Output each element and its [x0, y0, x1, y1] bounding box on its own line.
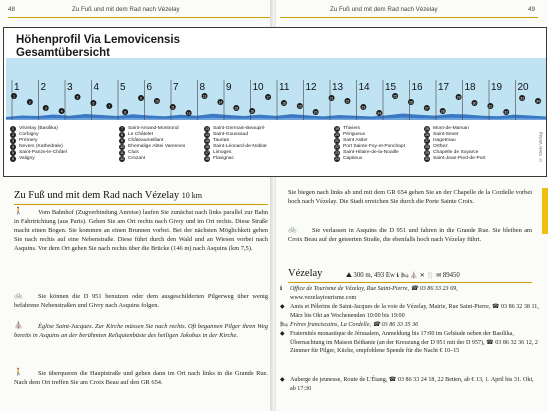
left-running-title: Zu Fuß und mit dem Rad nach Vézelay: [72, 6, 180, 13]
waypoint-number: 8: [124, 110, 127, 115]
legend-number-icon: 6: [10, 156, 16, 162]
town-name: Vézelay: [288, 268, 323, 279]
left-header-rule: [8, 17, 270, 18]
waypoint-number: 33: [520, 96, 524, 101]
section-number-label: 4: [93, 82, 100, 93]
section-number-label: 15: [385, 82, 397, 93]
legend-number-icon: 18: [205, 157, 209, 161]
info-freres: 🛏 Frères franciscains, La Cordelle, ☎ 03 86 33 35 36: [280, 321, 419, 328]
legend-label: Saint Astier: [343, 138, 368, 144]
section-number-label: 9: [226, 82, 232, 93]
section-number-label: 16: [411, 82, 423, 93]
section-number-label: 5: [120, 82, 126, 93]
legend-label: Saint-Léonard-de-Noblat: [213, 144, 267, 150]
legend-col-4: [334, 126, 405, 162]
legend-item: [119, 156, 185, 162]
legend-label: Mont-de-Marsan: [433, 126, 469, 132]
town-rule: [288, 282, 532, 283]
section-number-label: 2: [40, 82, 47, 93]
legend-label: Saint-Hilaire-de-la-Noaille: [343, 150, 399, 156]
section-number-label: 3: [67, 82, 73, 93]
hiker-icon-2: 🚶: [14, 368, 23, 376]
bullet-icon: ◆: [280, 303, 285, 310]
waypoint-number: 22: [345, 99, 350, 104]
section-number-label: 1: [14, 82, 20, 93]
legend-label: Nevers (Kathedrale): [19, 144, 63, 150]
legend-label: Prémery: [19, 138, 38, 144]
waypoint-number: 10: [155, 99, 159, 104]
town-heading: [288, 268, 322, 280]
section-number-label: 7: [173, 82, 179, 93]
legend-number-icon: 13: [205, 127, 209, 131]
waypoint-number: 28: [440, 109, 445, 114]
waypoint-number: 20: [313, 110, 318, 115]
legend-label: Saint-Germain-Beaupré: [213, 126, 265, 132]
section-number-label: 10: [252, 82, 264, 93]
waypoint-number: 27: [425, 106, 429, 111]
waypoint-number: 5: [76, 95, 79, 100]
legend-number-icon: 21: [335, 139, 339, 143]
left-page-number: 48: [8, 6, 15, 13]
legend-label: Orthez: [433, 144, 448, 150]
bicycle-icon: 🚲: [14, 291, 23, 299]
legend-col-1: [10, 126, 67, 162]
legend-number-icon: 16: [205, 145, 209, 149]
waypoint-number: 2: [28, 100, 31, 105]
legend-col-2: [119, 126, 185, 162]
legend-label: Le Châtelet: [128, 132, 154, 138]
legend-label: Thiviers: [343, 126, 361, 132]
bike-paragraph: Sie können die D 951 benutzen oder dem ausgeschilderten Pilgerweg über wenig befahrene Nebenstraßen und Givry nach Asquins folgen.: [14, 293, 268, 310]
town-meta: ⛰ 300 m, 493 Ew ℹ 🛏 ⛪ ✕ 🍴 ✉ 89450: [346, 271, 460, 279]
section-number-label: 6: [146, 82, 153, 93]
legend-label: Flavignac: [213, 156, 234, 162]
bike-paragraph-2: Sie verlassen in Asquins die D 951 und fahren in die Grande Rue. Sie bleiben am Croix Beau auf der geteerten Straße, die ebenfalls hoch nach Vézelay führt.: [288, 227, 532, 244]
section-number-label: 8: [199, 82, 206, 93]
legend-item: [334, 156, 405, 162]
waypoint-number: 34: [536, 99, 540, 104]
bullet-icon-3: ◆: [280, 376, 285, 383]
legend-label: Ehemalige Abtei Varennes: [128, 144, 186, 150]
legend-number-icon: 4: [10, 144, 16, 150]
church-icon: ⛪: [14, 321, 23, 329]
section-number-label: 18: [464, 82, 476, 93]
waypoint-number: 11: [171, 105, 175, 110]
legend-number-icon: 12: [120, 157, 124, 161]
town-postcode: 89450: [442, 272, 460, 279]
waypoint-number: 13: [202, 94, 207, 99]
info-amis: ◆ Amis et Pèlerins de Saint-Jacques de la voie de Vézelay, Mairie, Rue Saint-Pierre, ☎ 03 86 32 38 11, März bis Okt an Wochenenden 10:00 bis 19:00: [280, 303, 539, 319]
info-icon: ℹ: [280, 285, 283, 292]
right-running-title: Zu Fuß und mit dem Rad nach Vézelay: [330, 6, 438, 13]
legend-number-icon: 10: [120, 145, 124, 149]
section-title-rule: [14, 204, 268, 205]
elevation-profile-chart: [3, 27, 547, 177]
waypoint-number: 15: [234, 106, 239, 111]
legend-label: Cluis: [128, 150, 139, 156]
section-number-label: 20: [517, 82, 529, 93]
section-number-label: 14: [358, 82, 370, 93]
legend-label: Chapelle de Soyarce: [433, 150, 479, 156]
info-fraternites: ◆ Fraternités monastique de Jérusalem, Anmeldung bis 17:00 im Gebäude neben der Basilika, Übernachtung im Maison Béthanie (an der Kreuzung der D 951 mit der D 957), ☎ 03 86 32 36 12, 2 Zimmer für Pilger, Küche, empfohlene Spende für die Nacht € 10–15: [280, 330, 538, 355]
walk-paragraph: Vom Bahnhof (Zugverbindung Anreise) laufen Sie zunächst nach links parallel zur Bahn in Fahrtrichtung (aus Paris). Gehen Sie am Ort rechts nach Givry und im Ort rechts. Diese Straße macht einen Bogen. Sie kommen an einen Brunnen vorbei. Bei der nächsten Möglichkeit gehen Sie nach rechts auf eine Nebenstraße. Diese führt durch den Wald und an Wiesen vorbei nach Asquins. Vor dem Ort gehen Sie nach rechts über die Brücke (146 m) nach Asquins (km 7,5).: [14, 209, 268, 253]
waypoint-number: 18: [282, 101, 286, 106]
legend-number-icon: 17: [205, 151, 209, 155]
waypoint-number: 29: [456, 95, 461, 100]
legend-number-icon: 14: [205, 133, 209, 137]
cordelle-paragraph: Sie biegen nach links ab und mit dem GR 654 gehen Sie an der Chapelle de la Cordelle vorbei hoch nach Vézelay. Die Stadt erreichen Sie durch die Porte Sainte Croix.: [288, 189, 532, 206]
chapter-thumb-tab: [542, 188, 548, 234]
legend-number-icon: 3: [10, 138, 16, 144]
legend-number-icon: 30: [425, 157, 429, 161]
waypoint-number: 9: [140, 96, 142, 101]
legend-number-icon: 28: [425, 145, 429, 149]
legend-col-3: [204, 126, 267, 162]
bullet-icon-2: ◆: [280, 330, 285, 337]
legend-number-icon: 20: [335, 133, 339, 137]
section-number-label: 17: [438, 82, 450, 93]
elevation-icon: ⛰: [346, 271, 352, 279]
legend-number-icon: 23: [335, 151, 339, 155]
section-number-label: 11: [279, 82, 290, 93]
chart-credit: © Stein Verlag: [538, 132, 543, 163]
section-title: Zu Fuß und mit dem Rad nach Vézelay 10 km: [14, 190, 203, 201]
legend-number-icon: 9: [119, 138, 125, 144]
waypoint-number: 3: [44, 106, 47, 111]
legend-number-icon: 29: [425, 151, 429, 155]
legend-number-icon: 1: [10, 126, 16, 132]
bed-icon: 🛏: [280, 321, 288, 328]
section-number-label: 12: [305, 82, 317, 93]
legend-label: Saint-Sever: [433, 132, 459, 138]
legend-label: Port Sainte-Foy-et-Ponchapt: [343, 144, 405, 150]
waypoint-number: 23: [361, 105, 366, 110]
legend-number-icon: 27: [425, 139, 429, 143]
waypoint-number: 25: [393, 94, 397, 99]
info-website: www.vezelaytourisme.com: [290, 295, 357, 301]
waypoint-number: 21: [329, 96, 334, 101]
legend-label: Saint-Goussaud: [213, 132, 249, 138]
legend-label: Corbigny: [19, 132, 39, 138]
info-tourism: ℹ Office de Tourisme de Vézelay, Rue Saint-Pierre, ☎ 03 86 33 23 69,: [280, 285, 458, 292]
legend-item: [424, 156, 485, 162]
legend-number-icon: 26: [425, 133, 429, 137]
legend-item: [10, 156, 67, 162]
legend-label: Valigny: [19, 156, 35, 162]
waypoint-number: 17: [266, 95, 270, 100]
waypoint-number: 26: [409, 100, 413, 105]
legend-label: Vézelay (Basilika): [19, 126, 58, 132]
legend-number-icon: 22: [335, 145, 339, 149]
waypoint-number: 30: [472, 101, 477, 106]
legend-number-icon: 8: [119, 132, 125, 138]
section-number-label: 13: [332, 82, 344, 93]
waypoint-number: 7: [108, 104, 111, 109]
legend-number-icon: 25: [425, 127, 429, 131]
legend-label: Hagetmau: [433, 138, 456, 144]
legend-label: Captieux: [343, 156, 363, 162]
waypoint-number: 6: [92, 101, 95, 106]
waypoint-number: 24: [377, 111, 382, 116]
services-icons: ℹ 🛏 ⛪ ✕ 🍴 ✉: [396, 272, 442, 279]
waypoint-number: 16: [250, 109, 255, 114]
hiker-icon: 🚶: [14, 207, 23, 215]
waypoint-number: 1: [13, 94, 15, 99]
legend-label: Limoges: [213, 150, 232, 156]
bicycle-icon-2: 🚲: [288, 225, 297, 233]
info-auberge: ◆ Auberge de jeunesse, Route de L'Étang, ☎ 03 86 33 24 18, 22 Betten, ab € 13, 1. April bis 31. Okt, ab 17:30: [280, 376, 534, 392]
legend-item: [204, 156, 267, 162]
chart-title: Höhenprofil Via Lemovicensis Gesamtübersicht: [16, 34, 181, 59]
waypoint-number: 19: [297, 104, 302, 109]
waypoint-number: 14: [218, 100, 223, 105]
legend-number-icon: 15: [205, 139, 209, 143]
legend-number-icon: 19: [335, 127, 339, 131]
legend-number-icon: 2: [10, 132, 16, 138]
legend-label: Saint-Parize-le-Châtel: [19, 150, 67, 156]
legend-label: Périgueux: [343, 132, 366, 138]
legend-number-icon: 7: [119, 126, 125, 132]
legend-label: Tauriøn: [213, 138, 230, 144]
legend-number-icon: 24: [335, 157, 339, 161]
legend-number-icon: 11: [120, 151, 124, 155]
legend-number-icon: 5: [10, 150, 16, 156]
church-paragraph: Église Saint-Jacques. Zur Kirche müssen Sie nach rechts. Oft begannen Pilger ihren Weg bereits in Asquins an der berühmten Reliquienbüste des heiligen Jakobus in der Kirche.: [14, 323, 268, 340]
waypoint-number: 12: [186, 111, 191, 116]
walk-paragraph-2: Sie überqueren die Hauptstraße und gehen dann im Ort nach links in die Grande Rue. Nach dem Ort treffen Sie am Croix Beau auf den GR 654.: [14, 370, 268, 387]
legend-label: Crozant: [128, 156, 146, 162]
waypoint-number: 4: [60, 109, 63, 114]
right-header-rule: [280, 17, 538, 18]
section-number-label: 19: [491, 82, 503, 93]
legend-label: Saint-Jean-Pied-de-Port: [433, 156, 486, 162]
legend-col-5: [424, 126, 485, 162]
waypoint-number: 32: [504, 110, 509, 115]
right-page-number: 49: [528, 6, 535, 13]
legend-label: Saint-Amand-Montrond: [128, 126, 179, 132]
waypoint-number: 31: [488, 104, 493, 109]
legend-label: Châteaumeillant: [128, 138, 164, 144]
